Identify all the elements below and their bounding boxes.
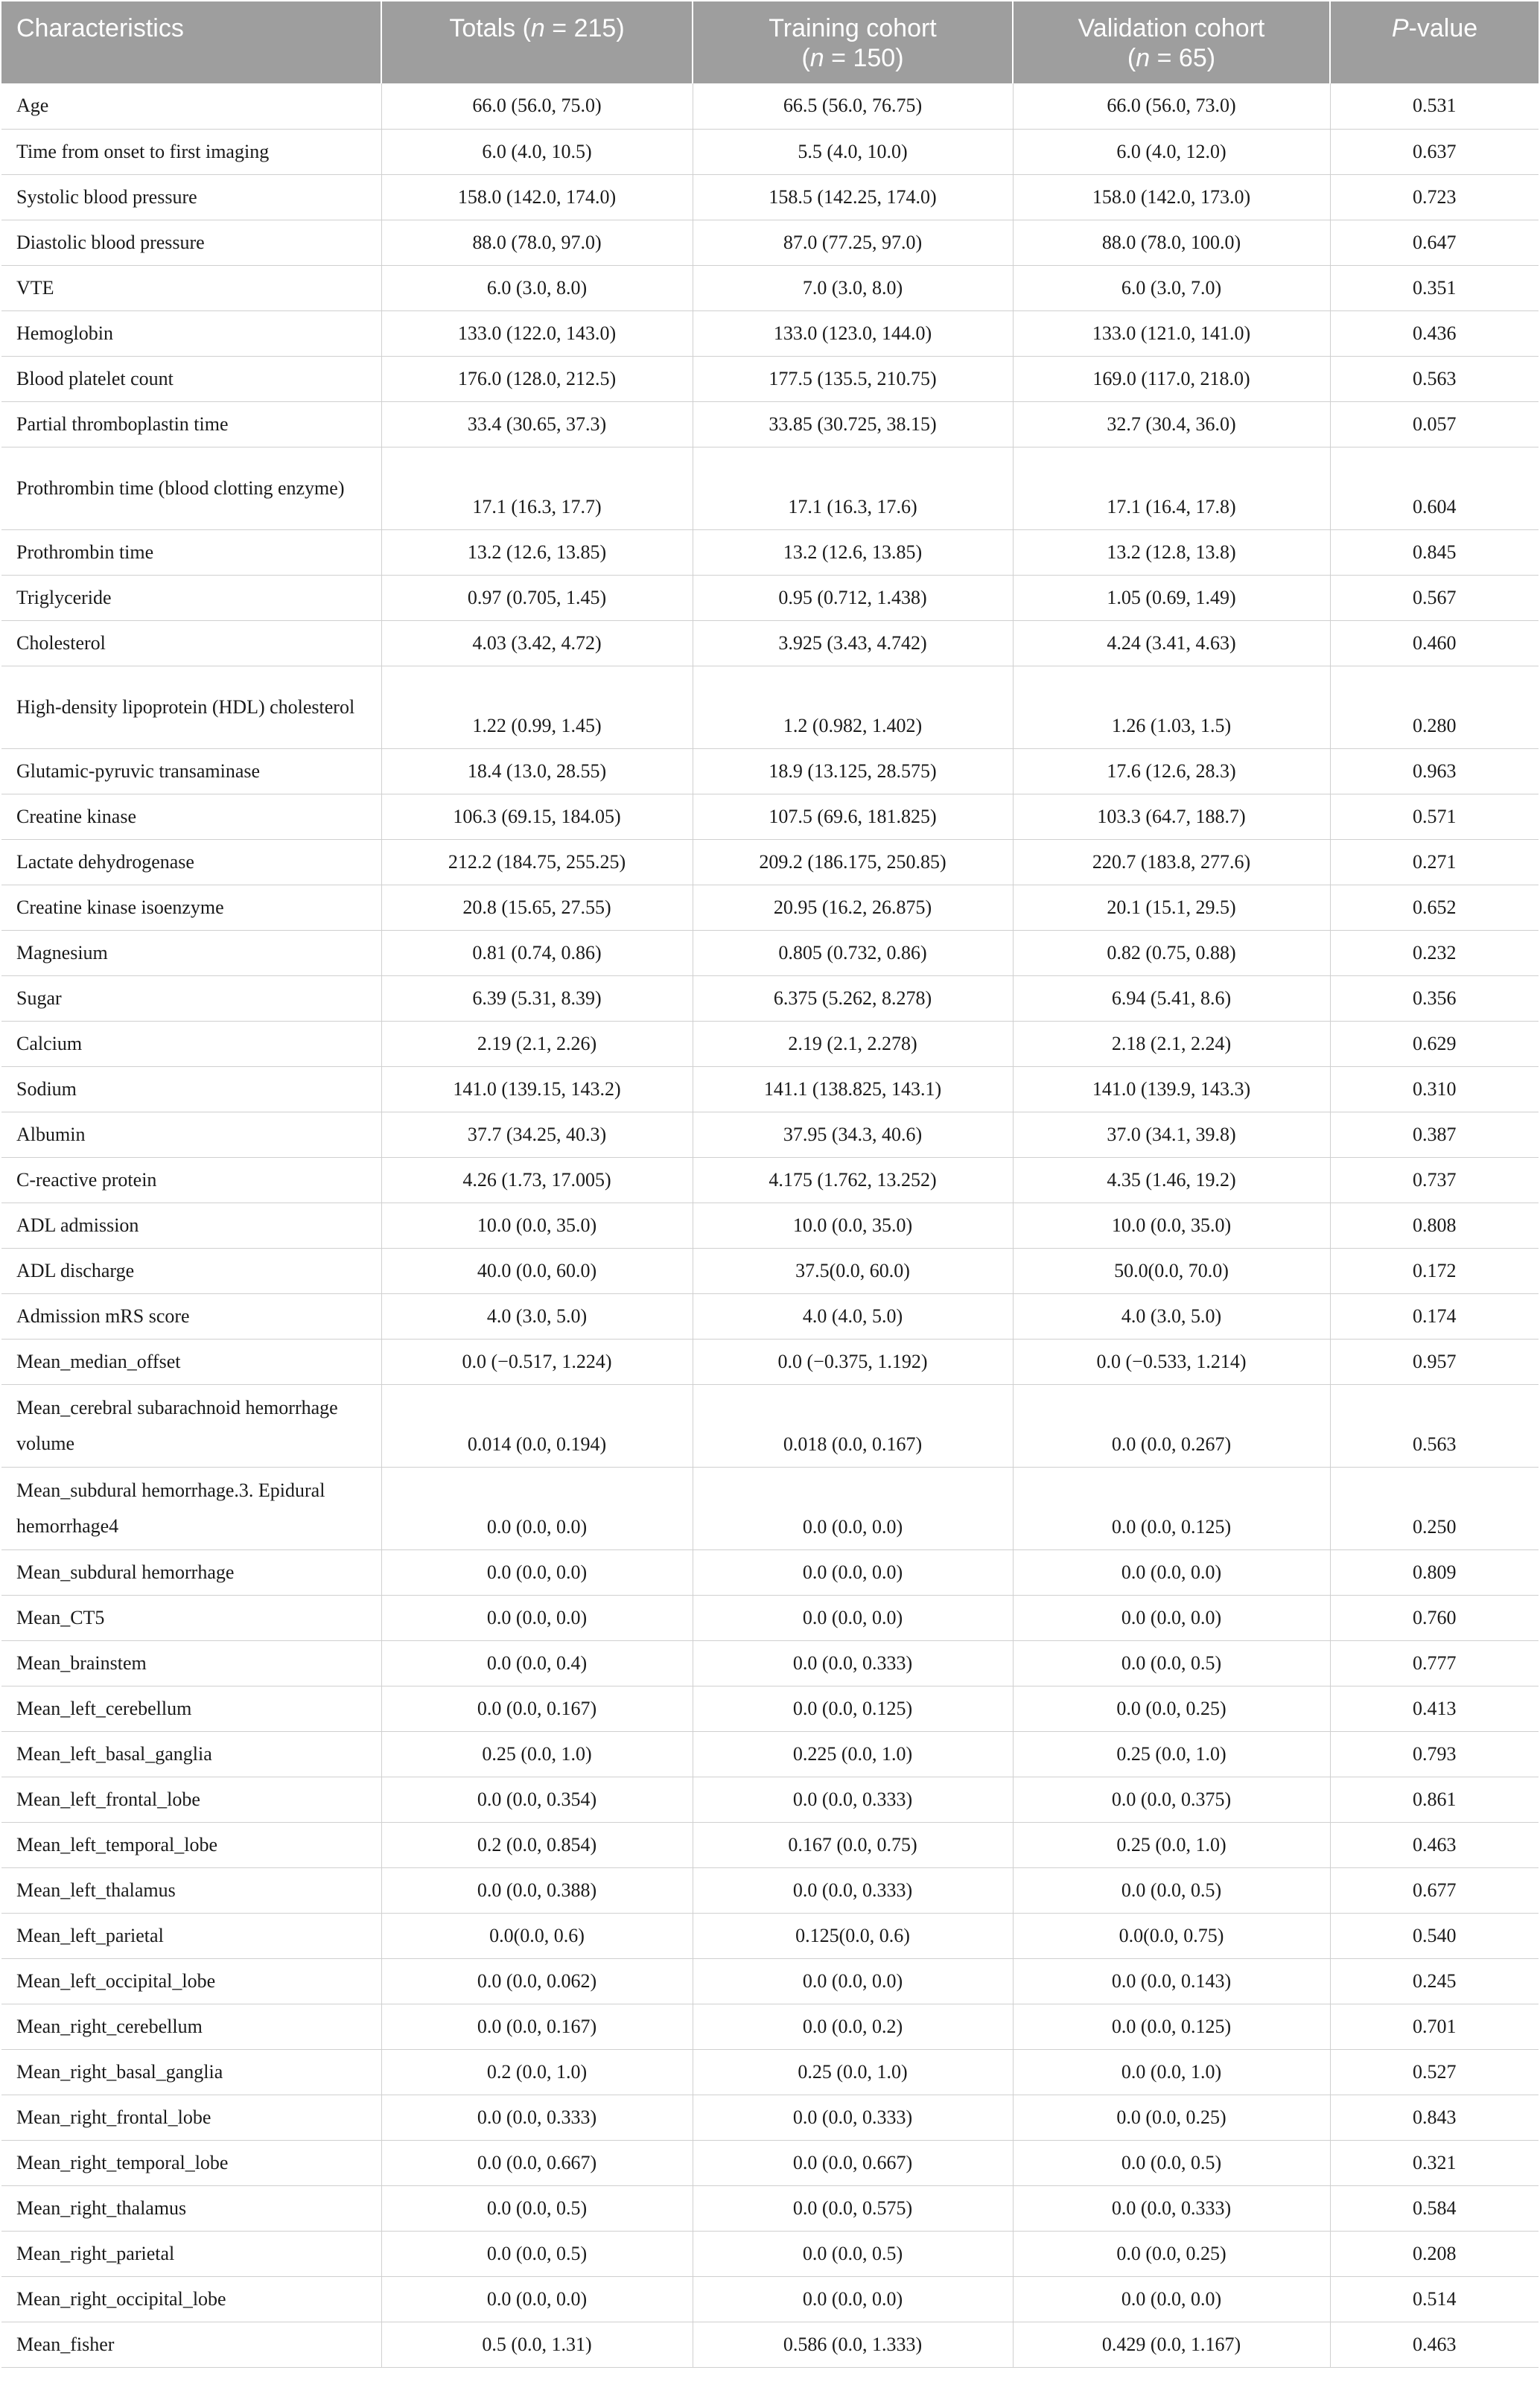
cell-training: 1.2 (0.982, 1.402)	[693, 666, 1013, 748]
cell-validation: 0.0 (0.0, 0.125)	[1013, 2004, 1330, 2049]
cell-training: 0.95 (0.712, 1.438)	[693, 575, 1013, 620]
cell-validation: 6.94 (5.41, 8.6)	[1013, 975, 1330, 1021]
cell-characteristic: Mean_left_parietal	[1, 1913, 381, 1958]
cell-p-value: 0.957	[1330, 1339, 1539, 1384]
cell-training: 4.175 (1.762, 13.252)	[693, 1157, 1013, 1203]
cell-p-value: 0.174	[1330, 1293, 1539, 1339]
cell-validation: 6.0 (4.0, 12.0)	[1013, 129, 1330, 174]
cell-p-value: 0.232	[1330, 930, 1539, 975]
cell-training: 107.5 (69.6, 181.825)	[693, 794, 1013, 839]
table-row	[1, 129, 1539, 174]
cell-characteristic: Lactate dehydrogenase	[1, 839, 381, 885]
cell-totals: 158.0 (142.0, 174.0)	[381, 174, 693, 220]
cell-validation: 88.0 (78.0, 100.0)	[1013, 220, 1330, 265]
cell-p-value: 0.460	[1330, 620, 1539, 666]
cell-training: 177.5 (135.5, 210.75)	[693, 356, 1013, 401]
table-row	[1, 356, 1539, 401]
cell-characteristic: Sugar	[1, 975, 381, 1021]
cell-totals: 0.0 (0.0, 0.4)	[381, 1640, 693, 1686]
cell-training: 17.1 (16.3, 17.6)	[693, 447, 1013, 529]
cell-p-value: 0.271	[1330, 839, 1539, 885]
cell-totals: 6.0 (4.0, 10.5)	[381, 129, 693, 174]
table-row	[1, 2140, 1539, 2185]
cell-totals: 13.2 (12.6, 13.85)	[381, 529, 693, 575]
cell-totals: 0.014 (0.0, 0.194)	[381, 1384, 693, 1467]
table-row	[1, 1293, 1539, 1339]
cell-p-value: 0.250	[1330, 1467, 1539, 1549]
cell-validation: 0.0 (0.0, 0.143)	[1013, 1958, 1330, 2004]
cell-totals: 0.25 (0.0, 1.0)	[381, 1731, 693, 1777]
cell-characteristic: Age	[1, 83, 381, 129]
cell-p-value: 0.436	[1330, 310, 1539, 356]
cell-p-value: 0.963	[1330, 748, 1539, 794]
table-row	[1, 1157, 1539, 1203]
cell-training: 0.0 (0.0, 0.333)	[693, 1777, 1013, 1822]
cell-validation: 4.24 (3.41, 4.63)	[1013, 620, 1330, 666]
cell-training: 0.0 (0.0, 0.0)	[693, 1467, 1013, 1549]
table-row	[1, 529, 1539, 575]
table-row	[1, 2276, 1539, 2322]
cell-validation: 20.1 (15.1, 29.5)	[1013, 885, 1330, 930]
cell-totals: 40.0 (0.0, 60.0)	[381, 1248, 693, 1293]
table-row	[1, 666, 1539, 748]
cell-totals: 0.0 (0.0, 0.0)	[381, 1467, 693, 1549]
cell-validation: 133.0 (121.0, 141.0)	[1013, 310, 1330, 356]
cell-totals: 0.0 (0.0, 0.0)	[381, 1549, 693, 1595]
cell-validation: 0.0 (0.0, 0.0)	[1013, 2276, 1330, 2322]
cell-training: 0.0 (0.0, 0.0)	[693, 1958, 1013, 2004]
cell-validation: 0.0 (0.0, 0.5)	[1013, 1867, 1330, 1913]
cell-validation: 6.0 (3.0, 7.0)	[1013, 265, 1330, 310]
cell-training: 0.805 (0.732, 0.86)	[693, 930, 1013, 975]
cell-p-value: 0.057	[1330, 401, 1539, 447]
cell-p-value: 0.677	[1330, 1867, 1539, 1913]
cell-totals: 4.0 (3.0, 5.0)	[381, 1293, 693, 1339]
cell-training: 0.0 (0.0, 0.0)	[693, 2276, 1013, 2322]
cell-characteristic: Hemoglobin	[1, 310, 381, 356]
cell-totals: 33.4 (30.65, 37.3)	[381, 401, 693, 447]
cell-p-value: 0.652	[1330, 885, 1539, 930]
cell-totals: 0.0 (0.0, 0.354)	[381, 1777, 693, 1822]
cell-validation: 0.0 (0.0, 1.0)	[1013, 2049, 1330, 2095]
cell-training: 13.2 (12.6, 13.85)	[693, 529, 1013, 575]
cell-totals: 6.0 (3.0, 8.0)	[381, 265, 693, 310]
cell-training: 20.95 (16.2, 26.875)	[693, 885, 1013, 930]
cell-training: 2.19 (2.1, 2.278)	[693, 1021, 1013, 1066]
table-row	[1, 975, 1539, 1021]
cell-totals: 6.39 (5.31, 8.39)	[381, 975, 693, 1021]
cell-totals: 176.0 (128.0, 212.5)	[381, 356, 693, 401]
cell-training: 66.5 (56.0, 76.75)	[693, 83, 1013, 129]
cell-validation: 0.0 (0.0, 0.0)	[1013, 1595, 1330, 1640]
cell-totals: 0.5 (0.0, 1.31)	[381, 2322, 693, 2367]
cell-p-value: 0.310	[1330, 1066, 1539, 1112]
table-row	[1, 1640, 1539, 1686]
cell-p-value: 0.760	[1330, 1595, 1539, 1640]
cell-totals: 0.0 (0.0, 0.0)	[381, 1595, 693, 1640]
cell-characteristic: Systolic blood pressure	[1, 174, 381, 220]
cell-training: 7.0 (3.0, 8.0)	[693, 265, 1013, 310]
table-body	[1, 83, 1539, 2367]
cell-totals: 0.0 (0.0, 0.167)	[381, 1686, 693, 1731]
table-row	[1, 620, 1539, 666]
cell-totals: 106.3 (69.15, 184.05)	[381, 794, 693, 839]
cell-training: 0.0 (0.0, 0.333)	[693, 1640, 1013, 1686]
cell-validation: 32.7 (30.4, 36.0)	[1013, 401, 1330, 447]
cell-training: 87.0 (77.25, 97.0)	[693, 220, 1013, 265]
cell-characteristic: Mean_right_thalamus	[1, 2185, 381, 2231]
cell-p-value: 0.208	[1330, 2231, 1539, 2276]
cell-characteristic: C-reactive protein	[1, 1157, 381, 1203]
cell-totals: 0.81 (0.74, 0.86)	[381, 930, 693, 975]
cell-characteristic: Mean_left_cerebellum	[1, 1686, 381, 1731]
cell-validation: 0.25 (0.0, 1.0)	[1013, 1731, 1330, 1777]
cell-training: 0.0 (−0.375, 1.192)	[693, 1339, 1013, 1384]
table-row	[1, 885, 1539, 930]
cell-training: 5.5 (4.0, 10.0)	[693, 129, 1013, 174]
cell-validation: 0.0 (−0.533, 1.214)	[1013, 1339, 1330, 1384]
cell-totals: 0.0 (−0.517, 1.224)	[381, 1339, 693, 1384]
cell-characteristic: Mean_median_offset	[1, 1339, 381, 1384]
cell-p-value: 0.571	[1330, 794, 1539, 839]
cell-p-value: 0.245	[1330, 1958, 1539, 2004]
cell-p-value: 0.527	[1330, 2049, 1539, 2095]
cell-training: 0.125(0.0, 0.6)	[693, 1913, 1013, 1958]
cell-training: 133.0 (123.0, 144.0)	[693, 310, 1013, 356]
header-p-value: P-value	[1330, 1, 1539, 83]
cell-validation: 50.0(0.0, 70.0)	[1013, 1248, 1330, 1293]
table-row	[1, 1549, 1539, 1595]
cell-totals: 141.0 (139.15, 143.2)	[381, 1066, 693, 1112]
table-row	[1, 83, 1539, 129]
table-row	[1, 1867, 1539, 1913]
cell-training: 0.0 (0.0, 0.125)	[693, 1686, 1013, 1731]
cell-validation: 0.25 (0.0, 1.0)	[1013, 1822, 1330, 1867]
cell-characteristic: Triglyceride	[1, 575, 381, 620]
cell-validation: 169.0 (117.0, 218.0)	[1013, 356, 1330, 401]
cell-totals: 0.97 (0.705, 1.45)	[381, 575, 693, 620]
cell-totals: 212.2 (184.75, 255.25)	[381, 839, 693, 885]
cell-validation: 0.82 (0.75, 0.88)	[1013, 930, 1330, 975]
cell-characteristic: Mean_subdural hemorrhage	[1, 1549, 381, 1595]
cell-training: 10.0 (0.0, 35.0)	[693, 1203, 1013, 1248]
cell-totals: 0.0(0.0, 0.6)	[381, 1913, 693, 1958]
cell-p-value: 0.321	[1330, 2140, 1539, 2185]
cell-totals: 17.1 (16.3, 17.7)	[381, 447, 693, 529]
cell-totals: 66.0 (56.0, 75.0)	[381, 83, 693, 129]
cell-characteristic: ADL discharge	[1, 1248, 381, 1293]
cell-characteristic: Mean_cerebral subarachnoid hemorrhage volume	[1, 1384, 381, 1467]
table-row	[1, 2095, 1539, 2140]
header-validation-cohort: Validation cohort (n = 65)	[1013, 1, 1330, 83]
characteristics-table	[1, 1, 1539, 2368]
cell-p-value: 0.413	[1330, 1686, 1539, 1731]
cell-totals: 0.2 (0.0, 1.0)	[381, 2049, 693, 2095]
cell-totals: 18.4 (13.0, 28.55)	[381, 748, 693, 794]
table-row	[1, 2231, 1539, 2276]
table-row	[1, 2004, 1539, 2049]
cell-characteristic: Mean_right_occipital_lobe	[1, 2276, 381, 2322]
cell-validation: 0.0 (0.0, 0.375)	[1013, 1777, 1330, 1822]
header-totals: Totals (n = 215)	[381, 1, 693, 83]
cell-totals: 133.0 (122.0, 143.0)	[381, 310, 693, 356]
cell-totals: 20.8 (15.65, 27.55)	[381, 885, 693, 930]
cell-validation: 0.0 (0.0, 0.0)	[1013, 1549, 1330, 1595]
cell-characteristic: Mean_CT5	[1, 1595, 381, 1640]
cell-characteristic: Mean_left_occipital_lobe	[1, 1958, 381, 2004]
header-training-cohort: Training cohort (n = 150)	[693, 1, 1013, 83]
table-row	[1, 310, 1539, 356]
cell-validation: 158.0 (142.0, 173.0)	[1013, 174, 1330, 220]
cell-characteristic: Magnesium	[1, 930, 381, 975]
cell-validation: 220.7 (183.8, 277.6)	[1013, 839, 1330, 885]
cell-p-value: 0.701	[1330, 2004, 1539, 2049]
cell-totals: 0.0 (0.0, 0.062)	[381, 1958, 693, 2004]
cell-p-value: 0.563	[1330, 356, 1539, 401]
cell-totals: 88.0 (78.0, 97.0)	[381, 220, 693, 265]
cell-p-value: 0.531	[1330, 83, 1539, 129]
cell-training: 37.5(0.0, 60.0)	[693, 1248, 1013, 1293]
cell-validation: 17.1 (16.4, 17.8)	[1013, 447, 1330, 529]
cell-totals: 4.26 (1.73, 17.005)	[381, 1157, 693, 1203]
table-row	[1, 1731, 1539, 1777]
cell-training: 0.167 (0.0, 0.75)	[693, 1822, 1013, 1867]
table-row	[1, 401, 1539, 447]
cell-p-value: 0.808	[1330, 1203, 1539, 1248]
cell-training: 0.0 (0.0, 0.0)	[693, 1595, 1013, 1640]
cell-validation: 4.35 (1.46, 19.2)	[1013, 1157, 1330, 1203]
cell-characteristic: Mean_left_thalamus	[1, 1867, 381, 1913]
cell-p-value: 0.463	[1330, 1822, 1539, 1867]
cell-characteristic: Mean_left_temporal_lobe	[1, 1822, 381, 1867]
cell-characteristic: Mean_left_frontal_lobe	[1, 1777, 381, 1822]
cell-characteristic: Creatine kinase isoenzyme	[1, 885, 381, 930]
cell-training: 4.0 (4.0, 5.0)	[693, 1293, 1013, 1339]
table-row	[1, 794, 1539, 839]
table-row	[1, 2322, 1539, 2367]
cell-training: 0.225 (0.0, 1.0)	[693, 1731, 1013, 1777]
cell-p-value: 0.861	[1330, 1777, 1539, 1822]
cell-characteristic: Admission mRS score	[1, 1293, 381, 1339]
cell-training: 0.0 (0.0, 0.5)	[693, 2231, 1013, 2276]
cell-training: 0.018 (0.0, 0.167)	[693, 1384, 1013, 1467]
cell-totals: 10.0 (0.0, 35.0)	[381, 1203, 693, 1248]
table-row	[1, 1021, 1539, 1066]
table-row	[1, 447, 1539, 529]
cell-p-value: 0.777	[1330, 1640, 1539, 1686]
cell-characteristic: Mean_subdural hemorrhage.3. Epidural hemorrhage4	[1, 1467, 381, 1549]
cell-training: 33.85 (30.725, 38.15)	[693, 401, 1013, 447]
cell-characteristic: Mean_fisher	[1, 2322, 381, 2367]
cell-characteristic: Creatine kinase	[1, 794, 381, 839]
cell-characteristic: Diastolic blood pressure	[1, 220, 381, 265]
table-row	[1, 265, 1539, 310]
cell-p-value: 0.356	[1330, 975, 1539, 1021]
cell-validation: 0.0 (0.0, 0.25)	[1013, 2231, 1330, 2276]
cell-p-value: 0.647	[1330, 220, 1539, 265]
cell-characteristic: ADL admission	[1, 1203, 381, 1248]
cell-characteristic: Prothrombin time (blood clotting enzyme)	[1, 447, 381, 529]
cell-characteristic: Glutamic-pyruvic transaminase	[1, 748, 381, 794]
table-row	[1, 2185, 1539, 2231]
table-row	[1, 1958, 1539, 2004]
cell-p-value: 0.563	[1330, 1384, 1539, 1467]
cell-validation: 0.0 (0.0, 0.25)	[1013, 1686, 1330, 1731]
cell-characteristic: Mean_right_frontal_lobe	[1, 2095, 381, 2140]
cell-p-value: 0.540	[1330, 1913, 1539, 1958]
cell-training: 0.0 (0.0, 0.667)	[693, 2140, 1013, 2185]
table-row	[1, 174, 1539, 220]
cell-training: 37.95 (34.3, 40.6)	[693, 1112, 1013, 1157]
cell-totals: 0.0 (0.0, 0.333)	[381, 2095, 693, 2140]
cell-characteristic: Mean_brainstem	[1, 1640, 381, 1686]
cell-validation: 4.0 (3.0, 5.0)	[1013, 1293, 1330, 1339]
cell-training: 0.0 (0.0, 0.333)	[693, 1867, 1013, 1913]
cell-validation: 103.3 (64.7, 188.7)	[1013, 794, 1330, 839]
table-row	[1, 930, 1539, 975]
cell-validation: 17.6 (12.6, 28.3)	[1013, 748, 1330, 794]
cell-validation: 0.0 (0.0, 0.125)	[1013, 1467, 1330, 1549]
cell-training: 0.0 (0.0, 0.333)	[693, 2095, 1013, 2140]
table-header	[1, 1, 1539, 83]
cell-p-value: 0.387	[1330, 1112, 1539, 1157]
cell-validation: 13.2 (12.8, 13.8)	[1013, 529, 1330, 575]
table-row	[1, 1822, 1539, 1867]
cell-totals: 0.0 (0.0, 0.0)	[381, 2276, 693, 2322]
cell-training: 158.5 (142.25, 174.0)	[693, 174, 1013, 220]
table-row	[1, 2049, 1539, 2095]
cell-validation: 1.05 (0.69, 1.49)	[1013, 575, 1330, 620]
cell-validation: 0.0 (0.0, 0.333)	[1013, 2185, 1330, 2231]
table-row	[1, 1467, 1539, 1549]
cell-characteristic: Mean_right_temporal_lobe	[1, 2140, 381, 2185]
table-row	[1, 1248, 1539, 1293]
cell-characteristic: Mean_right_parietal	[1, 2231, 381, 2276]
cell-p-value: 0.793	[1330, 1731, 1539, 1777]
cell-p-value: 0.514	[1330, 2276, 1539, 2322]
cell-validation: 141.0 (139.9, 143.3)	[1013, 1066, 1330, 1112]
cell-characteristic: High-density lipoprotein (HDL) cholesterol	[1, 666, 381, 748]
cell-validation: 0.0 (0.0, 0.5)	[1013, 1640, 1330, 1686]
cell-characteristic: Albumin	[1, 1112, 381, 1157]
cell-characteristic: Mean_left_basal_ganglia	[1, 1731, 381, 1777]
cell-p-value: 0.463	[1330, 2322, 1539, 2367]
cell-training: 0.0 (0.0, 0.2)	[693, 2004, 1013, 2049]
cell-validation: 0.0 (0.0, 0.25)	[1013, 2095, 1330, 2140]
cell-training: 0.586 (0.0, 1.333)	[693, 2322, 1013, 2367]
cell-totals: 0.0 (0.0, 0.388)	[381, 1867, 693, 1913]
cell-p-value: 0.723	[1330, 174, 1539, 220]
cell-totals: 2.19 (2.1, 2.26)	[381, 1021, 693, 1066]
cell-totals: 37.7 (34.25, 40.3)	[381, 1112, 693, 1157]
table-row	[1, 748, 1539, 794]
cell-validation: 0.0 (0.0, 0.5)	[1013, 2140, 1330, 2185]
cell-p-value: 0.629	[1330, 1021, 1539, 1066]
cell-totals: 0.2 (0.0, 0.854)	[381, 1822, 693, 1867]
cell-totals: 0.0 (0.0, 0.5)	[381, 2231, 693, 2276]
table-row	[1, 575, 1539, 620]
table-row	[1, 1595, 1539, 1640]
table-row	[1, 220, 1539, 265]
table-row	[1, 1913, 1539, 1958]
cell-characteristic: Prothrombin time	[1, 529, 381, 575]
header-row	[1, 1, 1539, 83]
cell-training: 3.925 (3.43, 4.742)	[693, 620, 1013, 666]
cell-training: 0.25 (0.0, 1.0)	[693, 2049, 1013, 2095]
cell-totals: 4.03 (3.42, 4.72)	[381, 620, 693, 666]
table-row	[1, 1203, 1539, 1248]
cell-characteristic: VTE	[1, 265, 381, 310]
table-row	[1, 1686, 1539, 1731]
cell-p-value: 0.809	[1330, 1549, 1539, 1595]
cell-p-value: 0.843	[1330, 2095, 1539, 2140]
cell-totals: 0.0 (0.0, 0.667)	[381, 2140, 693, 2185]
cell-characteristic: Calcium	[1, 1021, 381, 1066]
cell-p-value: 0.351	[1330, 265, 1539, 310]
header-characteristics: Characteristics	[1, 1, 381, 83]
cell-validation: 37.0 (34.1, 39.8)	[1013, 1112, 1330, 1157]
cell-validation: 0.0(0.0, 0.75)	[1013, 1913, 1330, 1958]
cell-training: 141.1 (138.825, 143.1)	[693, 1066, 1013, 1112]
table-row	[1, 1777, 1539, 1822]
cell-validation: 1.26 (1.03, 1.5)	[1013, 666, 1330, 748]
cell-training: 0.0 (0.0, 0.575)	[693, 2185, 1013, 2231]
table-row	[1, 1339, 1539, 1384]
cell-validation: 0.429 (0.0, 1.167)	[1013, 2322, 1330, 2367]
cell-characteristic: Cholesterol	[1, 620, 381, 666]
cell-characteristic: Partial thromboplastin time	[1, 401, 381, 447]
table-row	[1, 1112, 1539, 1157]
cell-training: 18.9 (13.125, 28.575)	[693, 748, 1013, 794]
cell-p-value: 0.604	[1330, 447, 1539, 529]
cell-p-value: 0.567	[1330, 575, 1539, 620]
cell-characteristic: Mean_right_cerebellum	[1, 2004, 381, 2049]
cell-validation: 10.0 (0.0, 35.0)	[1013, 1203, 1330, 1248]
cell-validation: 66.0 (56.0, 73.0)	[1013, 83, 1330, 129]
cell-training: 0.0 (0.0, 0.0)	[693, 1549, 1013, 1595]
cell-p-value: 0.637	[1330, 129, 1539, 174]
cell-validation: 2.18 (2.1, 2.24)	[1013, 1021, 1330, 1066]
cell-characteristic: Time from onset to first imaging	[1, 129, 381, 174]
table-row	[1, 1384, 1539, 1467]
table-row	[1, 1066, 1539, 1112]
cell-characteristic: Blood platelet count	[1, 356, 381, 401]
cell-validation: 0.0 (0.0, 0.267)	[1013, 1384, 1330, 1467]
cell-p-value: 0.280	[1330, 666, 1539, 748]
cell-characteristic: Mean_right_basal_ganglia	[1, 2049, 381, 2095]
cell-characteristic: Sodium	[1, 1066, 381, 1112]
cell-totals: 1.22 (0.99, 1.45)	[381, 666, 693, 748]
cell-training: 209.2 (186.175, 250.85)	[693, 839, 1013, 885]
cell-p-value: 0.172	[1330, 1248, 1539, 1293]
cell-p-value: 0.845	[1330, 529, 1539, 575]
cell-p-value: 0.737	[1330, 1157, 1539, 1203]
cell-totals: 0.0 (0.0, 0.5)	[381, 2185, 693, 2231]
cell-training: 6.375 (5.262, 8.278)	[693, 975, 1013, 1021]
cell-p-value: 0.584	[1330, 2185, 1539, 2231]
table-row	[1, 839, 1539, 885]
cell-totals: 0.0 (0.0, 0.167)	[381, 2004, 693, 2049]
